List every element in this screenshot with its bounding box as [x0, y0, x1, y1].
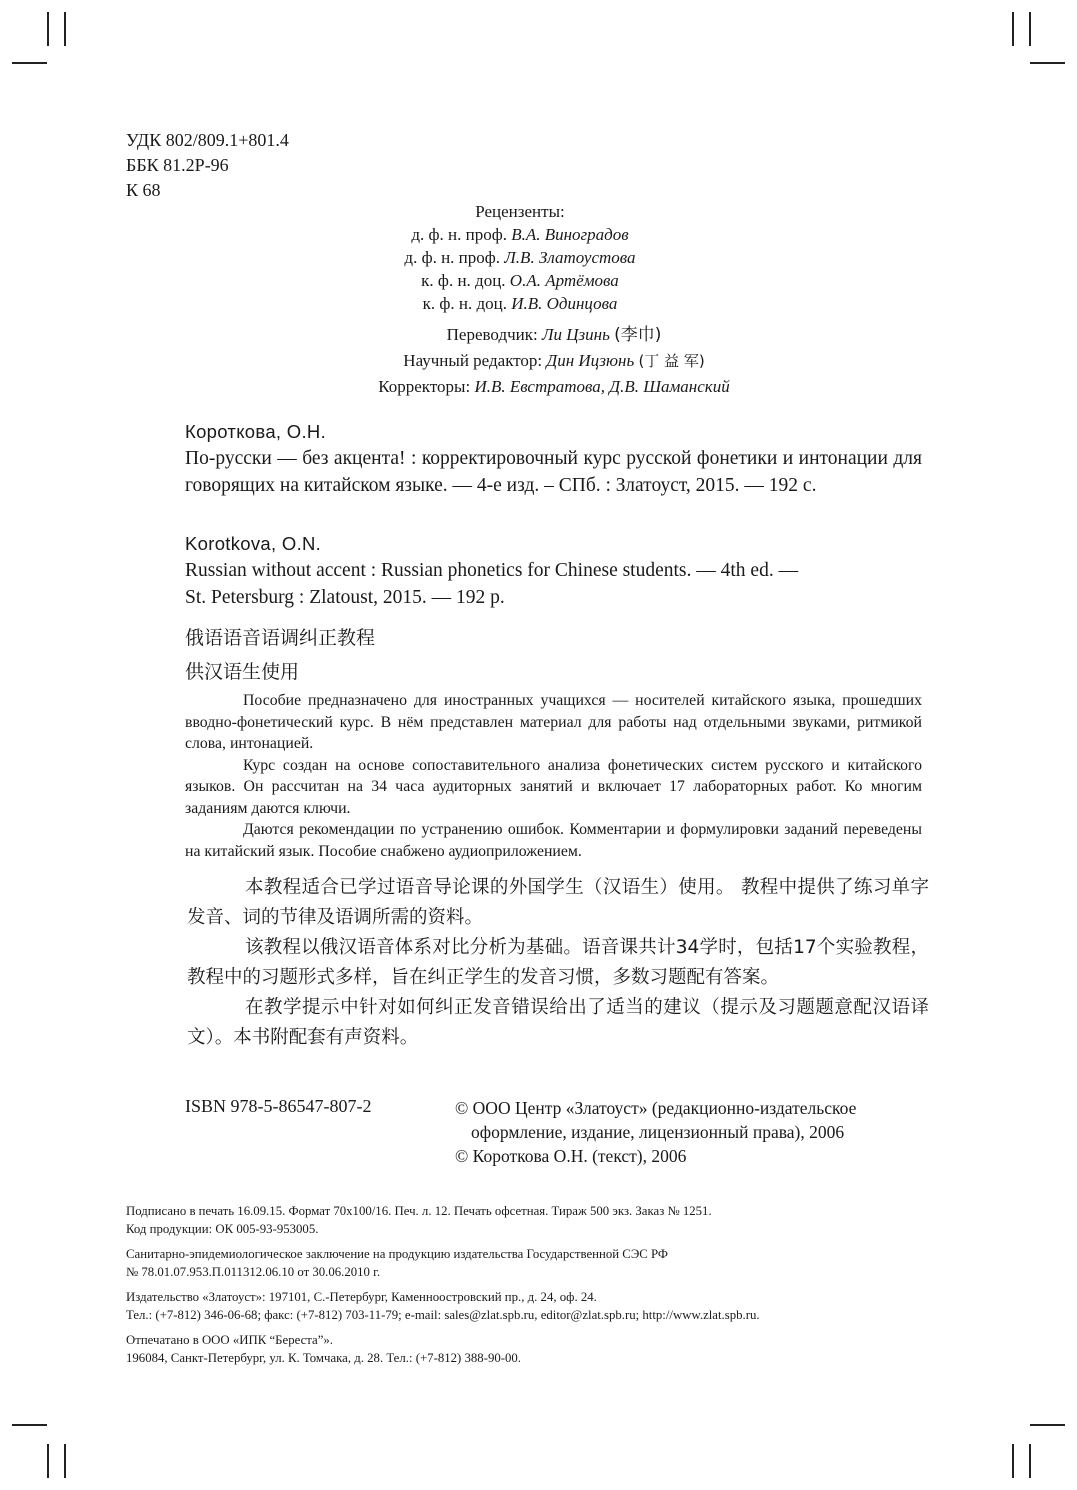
imprint-printer [126, 1331, 886, 1367]
crop-mark [12, 62, 47, 64]
abstract-paragraph-zh: 本教程适合已学过语音导论课的外国学生（汉语生）使用。 教程中提供了练习单字发音、词的节律及语调所需的资料。 [187, 877, 929, 928]
reviewer-title: д. ф. н. проф. [404, 248, 501, 267]
imprint-print-info [126, 1202, 886, 1238]
bbk-code: ББК 81.2Р-96 [126, 155, 229, 175]
copyright-line: © Короткова О.Н. (текст), 2006 [455, 1146, 687, 1166]
isbn: ISBN 978-5-86547-807-2 [185, 1096, 372, 1116]
reviewer-name: В.А. Виноградов [511, 225, 629, 244]
entry-author-ru: Короткова, О.Н. [185, 421, 327, 442]
abstract-paragraph: Курс создан на основе сопоставительного анализа фонетических систем русского и китайского языков. Он рассчитан на 34 часа аудиторных занятий и включает 17 лабораторных работ. Ко многим заданиям даются ключи. [185, 756, 922, 817]
reviewer-title: д. ф. н. проф. [411, 225, 507, 244]
editor-chinese: (丁 益 军) [638, 352, 705, 370]
print-info: Подписано в печать 16.09.15. Формат 70х100/16. Печ. л. 12. Печать офсетная. Тираж 500 экз. Заказ № 1251. [126, 1204, 712, 1218]
editor-label: Научный редактор: [403, 351, 543, 370]
crop-mark [1012, 12, 1014, 46]
classification-codes [126, 128, 289, 203]
copyright-line: © ООО Центр «Златоуст» (редакционно-издательское [455, 1098, 857, 1118]
sanitary-line: Санитарно-эпидемиологическое заключение на продукцию издательства Государственной СЭС РФ [126, 1247, 669, 1261]
author-mark: К 68 [126, 180, 161, 200]
reviewer-title: к. ф. н. доц. [421, 271, 506, 290]
printer-name: Отпечатано в ООО «ИПК “Береста”». [126, 1333, 333, 1347]
reviewer-line [300, 223, 740, 246]
publisher-contacts: Тел.: (+7-812) 346-06-68; факс: (+7-812) 703-11-79; e-mail: sales@zlat.spb.ru, editor@zlat.spb.ru; http://www.zlat.spb.ru. [126, 1308, 760, 1322]
editor-line [300, 348, 808, 374]
crop-mark [12, 1424, 47, 1426]
crop-mark [64, 1444, 66, 1478]
entry-line-en: St. Petersburg : Zlatoust, 2015. — 192 p. [185, 587, 505, 608]
entry-author-en: Korotkova, O.N. [185, 533, 322, 554]
imprint-publisher [126, 1288, 886, 1324]
proofreaders-names: И.В. Евстратова, Д.В. Шаманский [474, 377, 730, 396]
chinese-subtitle: 供汉语生使用 [185, 661, 300, 683]
entry-english [185, 530, 922, 611]
crop-mark [1030, 62, 1065, 64]
entry-text-ru: По-русски — без акцента! : корректировочный курс русской фонетики и интонации для говорящих на китайском языке. — 4-е изд. – СПб. : Златоуст, 2015. — 192 с. [185, 448, 922, 496]
abstract-paragraph: Пособие предназначено для иностранных учащихся — носителей китайского языка, прошедших вводно-фонетический курс. В нём представлен материал для работы над отдельными звуками, ритмикой слова, интонацией. [185, 692, 922, 752]
reviewer-name: О.А. Артёмова [509, 271, 619, 290]
abstract-paragraph-zh: 该教程以俄汉语音体系对比分析为基础。语音课共计34学时，包括17个实验教程，教程中的习题形式多样，旨在纠正学生的发音习惯，多数习题配有答案。 [187, 937, 929, 988]
crop-mark [1029, 12, 1031, 46]
crop-mark [1030, 1424, 1065, 1426]
sanitary-number: № 78.01.07.953.П.011312.06.10 от 30.06.2010 г. [126, 1265, 381, 1279]
product-code: Код продукции: ОК 005-93-953005. [126, 1222, 319, 1236]
editor-name: Дин Ицзюнь [546, 351, 635, 370]
crop-mark [47, 1444, 49, 1478]
reviewers-heading: Рецензенты: [475, 202, 565, 221]
reviewers-block [300, 200, 740, 315]
abstract-russian [185, 690, 922, 862]
crop-mark [64, 12, 66, 46]
printer-address: 196084, Санкт-Петербург, ул. К. Томчака, д. 28. Тел.: (+7-812) 388-90-00. [126, 1351, 522, 1365]
credits-block [300, 322, 808, 400]
reviewer-line [300, 246, 740, 269]
reviewer-name: Л.В. Златоустова [504, 248, 636, 267]
crop-mark [1029, 1444, 1031, 1478]
entry-line-en: Russian without accent : Russian phonetics for Chinese students. — 4th ed. — [185, 560, 799, 581]
proofreaders-label: Корректоры: [378, 377, 471, 396]
translator-line [300, 322, 808, 348]
imprint-sanitary [126, 1245, 886, 1281]
reviewer-title: к. ф. н. доц. [422, 294, 507, 313]
imprint-block [126, 1202, 886, 1374]
crop-mark [47, 12, 49, 46]
copyright-block [455, 1096, 856, 1168]
udk-code: УДК 802/809.1+801.4 [126, 130, 289, 150]
translator-name: Ли Цзинь [541, 325, 610, 344]
translator-chinese: (李巾) [614, 325, 662, 345]
reviewer-name: И.В. Одинцова [511, 294, 618, 313]
reviewer-line [300, 292, 740, 315]
chinese-title: 俄语语音语调纠正教程 [185, 627, 376, 649]
translator-label: Переводчик: [446, 325, 538, 344]
entry-russian [185, 418, 922, 499]
abstract-paragraph: Даются рекомендации по устранению ошибок. Комментарии и формулировки заданий переведены на китайский язык. Пособие снабжено аудиоприложением. [185, 821, 922, 860]
copyright-line: оформление, издание, лицензионный права), 2006 [471, 1122, 845, 1142]
abstract-paragraph-zh: 在教学提示中针对如何纠正发音错误给出了适当的建议（提示及习题题意配汉语译文）。本书附配套有声资料。 [187, 997, 929, 1048]
abstract-chinese [187, 873, 929, 1053]
crop-mark [1012, 1444, 1014, 1478]
publisher-address: Издательство «Златоуст»: 197101, С.-Петербург, Каменноостровский пр., д. 24, оф. 24. [126, 1290, 597, 1304]
proofreaders-line [300, 374, 808, 400]
reviewer-line [300, 269, 740, 292]
